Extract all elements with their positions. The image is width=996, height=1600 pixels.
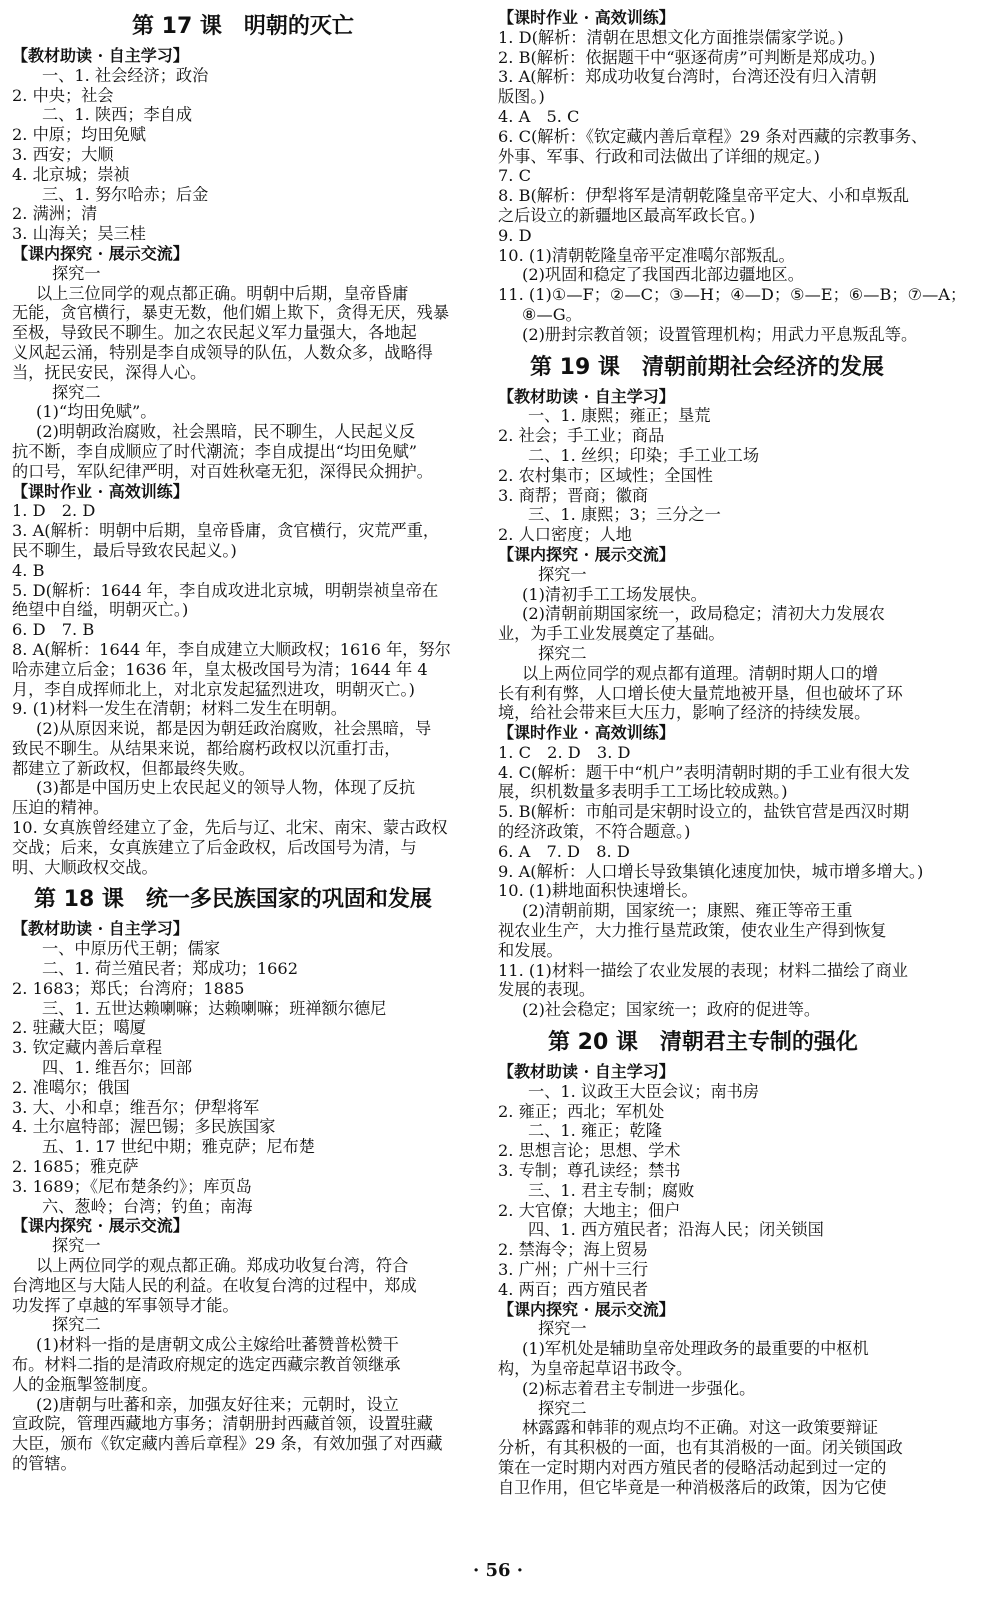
- text-line: 探究一: [52, 263, 101, 283]
- lesson-19-title: 第 19 课 清朝前期社会经济的发展: [530, 354, 884, 380]
- text-line: 四、1. 维吾尔；回部: [42, 1058, 193, 1078]
- text-line: 发展的表现。: [498, 980, 596, 1000]
- text-line: 一、中原历代王朝；儒家: [42, 939, 221, 959]
- text-line: 的经济政策，不符合题意。): [498, 822, 691, 842]
- lesson-20-title: 第 20 课 清朝君主专制的强化: [548, 1030, 858, 1056]
- lesson-19-content: [498, 387, 984, 1021]
- text-line: 二、1. 雍正；乾隆: [528, 1121, 662, 1141]
- text-line: 3. 1689；《尼布楚条约》；库页岛: [12, 1176, 252, 1196]
- text-line: 长有利有弊，人口增长使大量荒地被开垦，但也破坏了环: [498, 683, 903, 703]
- text-line: 布。材料二指的是清政府规定的选定西藏宗教首领继承: [12, 1355, 401, 1374]
- text-line: 二、1. 丝织；印染；手工业工场: [528, 445, 760, 465]
- text-line: 3. 大、小和卓；维吾尔；伊犁将军: [12, 1097, 260, 1117]
- lesson-18-title: 第 18 课 统一多民族国家的巩固和发展: [34, 887, 432, 913]
- text-line: 探究二: [538, 1398, 587, 1418]
- text-line: 1. D 2. D: [12, 501, 96, 521]
- text-line: (2)标志着君主专制进一步强化。: [522, 1378, 756, 1398]
- text-line: 的口号，军队纪律严明，对百姓秋毫无犯，深得民众拥护。: [12, 461, 433, 481]
- text-line: 1. C 2. D 3. D: [498, 742, 631, 762]
- text-line: (2)唐朝与吐蕃和亲，加强友好往来；元朝时，设立: [36, 1394, 399, 1414]
- text-line: 抗不断，李自成顺应了时代潮流；李自成提出“均田免赋”: [12, 441, 418, 461]
- text-line: 4. 土尔扈特部；渥巴锡；多民族国家: [12, 1117, 276, 1137]
- text-line: 探究二: [52, 382, 101, 402]
- text-line: 1. D(解析：清朝在思想文化方面推崇儒家学说。): [498, 27, 844, 47]
- text-line: 五、1. 17 世纪中期；雅克萨；尼布楚: [42, 1137, 315, 1157]
- text-line: 分析，有其积极的一面，也有其消极的一面。闭关锁国政: [498, 1438, 903, 1458]
- text-line: (2)清朝前期国家统一，政局稳定；清初大力发展农: [522, 604, 885, 624]
- text-line: 【课时作业 · 高效训练】: [498, 723, 675, 743]
- text-line: 压迫的精神。: [12, 798, 110, 818]
- text-line: 3. A(解析：明朝中后期，皇帝昏庸，贪官横行，灾荒严重，: [12, 521, 440, 541]
- text-line: 【教材助读 · 自主学习】: [498, 386, 675, 406]
- text-line: (2)社会稳定；国家统一；政府的促进等。: [522, 1000, 821, 1020]
- lesson-18-content: [12, 919, 498, 1473]
- text-line: 的管辖。: [12, 1453, 77, 1473]
- text-line: 月，李自成挥师北上，对北京发起猛烈进攻，明朝灭亡。): [12, 679, 415, 699]
- text-line: 三、1. 努尔哈赤；后金: [42, 184, 209, 204]
- text-line: 【教材助读 · 自主学习】: [12, 46, 189, 65]
- text-line: 绝望中自缢，明朝灭亡。): [12, 600, 189, 620]
- text-line: 自卫作用，但它毕竟是一种消极落后的政策，因为它使: [498, 1477, 887, 1497]
- text-line: 3. 山海关；吴三桂: [12, 224, 146, 244]
- text-line: 2. 中央；社会: [12, 85, 114, 105]
- text-line: 4. C(解析：题干中“机户”表明清朝时期的手工业有很大发: [498, 762, 910, 782]
- text-line: 大臣，颁布《钦定藏内善后章程》29 条，有效加强了对西藏: [12, 1434, 443, 1454]
- text-line: 一、1. 社会经济；政治: [42, 65, 209, 85]
- text-line: 探究二: [52, 1315, 101, 1335]
- text-line: 三、1. 五世达赖喇嘛；达赖喇嘛；班禅额尔德尼: [42, 998, 387, 1018]
- text-line: 二、1. 荷兰殖民者；郑成功；1662: [42, 959, 299, 979]
- text-line: 三、1. 君主专制；腐败: [528, 1180, 695, 1200]
- text-line: 4. 两百；西方殖民者: [498, 1279, 649, 1299]
- text-line: 4. B: [12, 560, 45, 580]
- text-line: 和发展。: [498, 940, 563, 960]
- text-line: 3. 专制；尊孔读经；禁书: [498, 1161, 681, 1181]
- text-line: 9. D: [498, 225, 532, 245]
- text-line: 8. A(解析：1644 年，李自成建立大顺政权；1616 年，努尔: [12, 639, 451, 659]
- text-line: 5. B(解析：市舶司是宋朝时设立的，盐铁官营是西汉时期: [498, 802, 910, 822]
- text-line: ⑧—G。: [522, 304, 582, 324]
- text-line: 【课内探究 · 展示交流】: [498, 544, 675, 564]
- text-line: 展，织机数量多表明手工工场比较成熟。): [498, 782, 788, 802]
- text-line: 探究一: [538, 1319, 587, 1339]
- text-line: 义风起云涌，特别是李自成领导的队伍，人数众多，战略得: [12, 342, 433, 362]
- text-line: 一、1. 康熙；雍正；垦荒: [528, 406, 711, 426]
- text-line: 2. 思想言论；思想、学术: [498, 1141, 681, 1161]
- text-line: 致民不聊生。从结果来说，都给腐朽政权以沉重打击，: [12, 738, 401, 758]
- text-line: 2. 社会；手工业；商品: [498, 426, 665, 446]
- text-line: 2. 大官僚；大地主；佃户: [498, 1200, 681, 1220]
- text-line: 3. 商帮；晋商；徽商: [498, 485, 649, 505]
- text-line: 策在一定时期内对西方殖民者的侵略活动起到过一定的: [498, 1457, 887, 1477]
- text-line: 6. D 7. B: [12, 620, 95, 640]
- text-line: 2. B(解析：依据题干中“驱逐荷虏”可判断是郑成功。): [498, 47, 876, 67]
- text-line: 哈赤建立后金；1636 年，皇太极改国号为清；1644 年 4: [12, 659, 428, 679]
- lesson-20-content: [498, 1062, 984, 1498]
- text-line: (2)册封宗教首领；设置管理机构；用武力平息叛乱等。: [522, 324, 918, 344]
- text-line: 都建立了新政权，但都最终失败。: [12, 758, 255, 778]
- text-line: 11. (1)①—F；②—C；③—H；④—D；⑤—E；⑥—B；⑦—A；: [498, 285, 967, 305]
- text-line: 以上两位同学的观点都正确。郑成功收复台湾，符合: [36, 1256, 409, 1276]
- text-line: (1)清初手工工场发展快。: [522, 584, 707, 604]
- text-line: (1)军机处是辅助皇帝处理政务的最重要的中枢机: [522, 1339, 869, 1359]
- text-line: 业，为手工业发展奠定了基础。: [498, 624, 725, 644]
- text-line: 台湾地区与大陆人民的利益。在收复台湾的过程中，郑成: [12, 1275, 417, 1295]
- text-line: 明、大顺政权交战。: [12, 857, 158, 877]
- text-line: 【课时作业 · 高效训练】: [498, 8, 675, 27]
- text-line: 以上三位同学的观点都正确。明朝中后期，皇帝昏庸: [36, 283, 409, 303]
- left-column: [12, 8, 498, 1474]
- text-line: 2. 满洲；清: [12, 204, 98, 224]
- lesson-18-homework: [498, 8, 984, 345]
- text-line: 2. 雍正；西北；军机处: [498, 1101, 665, 1121]
- text-line: 7. C: [498, 166, 531, 186]
- text-line: 一、1. 议政王大臣会议；南书房: [528, 1081, 760, 1101]
- text-line: 探究一: [52, 1236, 101, 1256]
- text-line: 人的金瓶掣签制度。: [12, 1374, 158, 1394]
- text-line: (1)“均田免赋”。: [36, 402, 157, 422]
- text-line: 交战；后来，女真族建立了后金政权，后改国号为清，与: [12, 837, 417, 857]
- text-line: 2. 人口密度；人地: [498, 525, 632, 545]
- text-line: 2. 1685；雅克萨: [12, 1157, 139, 1177]
- text-line: 境，给社会带来巨大压力，影响了经济的持续发展。: [498, 703, 871, 723]
- text-line: 以上两位同学的观点都有道理。清朝时期人口的增: [522, 663, 879, 683]
- text-line: 宣政院，管理西藏地方事务；清朝册封西藏首领，设置驻藏: [12, 1414, 433, 1434]
- text-line: (1)材料一指的是唐朝文成公主嫁给吐蕃赞普松赞干: [36, 1335, 399, 1355]
- lesson-17-content: [12, 46, 498, 877]
- page-number: · 56 ·: [472, 1560, 524, 1581]
- text-line: 【课内探究 · 展示交流】: [498, 1299, 675, 1319]
- text-line: 民不聊生，最后导致农民起义。): [12, 540, 237, 560]
- text-line: 2. 驻藏大臣；噶厦: [12, 1018, 146, 1038]
- text-line: 四、1. 西方殖民者；沿海人民；闭关锁国: [528, 1220, 824, 1240]
- lesson-17-title: 第 17 课 明朝的灭亡: [132, 14, 354, 39]
- text-line: 【教材助读 · 自主学习】: [498, 1062, 675, 1082]
- text-line: 【课内探究 · 展示交流】: [12, 1216, 189, 1236]
- text-line: 8. B(解析：伊犁将军是清朝乾隆皇帝平定大、小和卓叛乱: [498, 186, 910, 206]
- text-line: 六、葱岭；台湾；钓鱼；南海: [42, 1196, 253, 1216]
- text-line: 4. 北京城；崇祯: [12, 164, 130, 184]
- text-line: 【课内探究 · 展示交流】: [12, 243, 189, 263]
- text-line: 6. C(解析：《钦定藏内善后章程》29 条对西藏的宗教事务、: [498, 126, 928, 146]
- text-line: 9. (1)材料一发生在清朝；材料二发生在明朝。: [12, 699, 347, 719]
- text-line: 外事、军事、行政和司法做出了详细的规定。): [498, 146, 820, 166]
- text-line: 之后设立的新疆地区最高军政长官。): [498, 205, 756, 225]
- text-line: 4. A 5. C: [498, 106, 580, 126]
- text-line: 【课时作业 · 高效训练】: [12, 481, 189, 501]
- text-line: 构，为皇帝起草诏书政令。: [498, 1359, 693, 1378]
- text-line: (2)清朝前期，国家统一；康熙、雍正等帝王重: [522, 901, 853, 921]
- text-line: 9. A(解析：人口增长导致集镇化速度加快，城市增多增大。): [498, 861, 924, 881]
- text-line: 当，抚民安民，深得人心。: [12, 362, 207, 382]
- text-line: 至极，导致民不聊生。加之农民起义军力量强大，各地起: [12, 323, 417, 343]
- text-line: 3. 广州；广州十三行: [498, 1260, 649, 1280]
- text-line: (2)巩固和稳定了我国西北部边疆地区。: [522, 265, 804, 285]
- text-line: 探究二: [538, 643, 587, 663]
- text-line: 2. 中原；均田免赋: [12, 125, 146, 145]
- text-line: 5. D(解析：1644 年，李自成攻进北京城，明朝崇祯皇帝在: [12, 580, 439, 600]
- text-line: 10. 女真族曾经建立了金，先后与辽、北宋、南宋、蒙古政权: [12, 818, 448, 838]
- text-line: 2. 禁海令；海上贸易: [498, 1240, 649, 1260]
- text-line: 探究一: [538, 564, 587, 584]
- text-line: 视农业生产，大力推行垦荒政策，使农业生产得到恢复: [498, 921, 887, 941]
- text-line: 2. 准噶尔；俄国: [12, 1077, 130, 1097]
- text-line: 【教材助读 · 自主学习】: [12, 919, 189, 939]
- text-line: 版图。): [498, 87, 545, 107]
- text-line: 11. (1)材料一描绘了农业发展的表现；材料二描绘了商业: [498, 960, 908, 980]
- text-line: 6. A 7. D 8. D: [498, 841, 630, 861]
- text-line: 3. 钦定藏内善后章程: [12, 1038, 163, 1058]
- text-line: 10. (1)耕地面积快速增长。: [498, 881, 698, 901]
- text-line: 林露露和韩菲的观点均不正确。对这一政策要辩证: [522, 1418, 879, 1438]
- text-line: 3. A(解析：郑成功收复台湾时，台湾还没有归入清朝: [498, 67, 877, 87]
- text-line: 2. 1683；郑氏；台湾府；1885: [12, 978, 245, 998]
- text-line: 二、1. 陕西；李自成: [42, 105, 193, 125]
- right-column: [498, 8, 984, 1498]
- text-line: (3)都是中国历史上农民起义的领导人物，体现了反抗: [36, 778, 416, 798]
- text-line: 功发挥了卓越的军事领导才能。: [12, 1295, 239, 1315]
- text-line: (2)从原因来说，都是因为朝廷政治腐败，社会黑暗，导: [36, 719, 432, 739]
- text-line: 无能，贪官横行，暴吏无数，他们媚上欺下，贪得无厌，残暴: [12, 303, 450, 323]
- text-line: 10. (1)清朝乾隆皇帝平定准噶尔部叛乱。: [498, 245, 795, 265]
- text-line: 三、1. 康熙；3；三分之一: [528, 505, 721, 525]
- text-line: (2)明朝政治腐败，社会黑暗，民不聊生，人民起义反: [36, 422, 416, 442]
- text-line: 2. 农村集市；区域性；全国性: [498, 465, 713, 485]
- text-line: 3. 西安；大顺: [12, 144, 114, 164]
